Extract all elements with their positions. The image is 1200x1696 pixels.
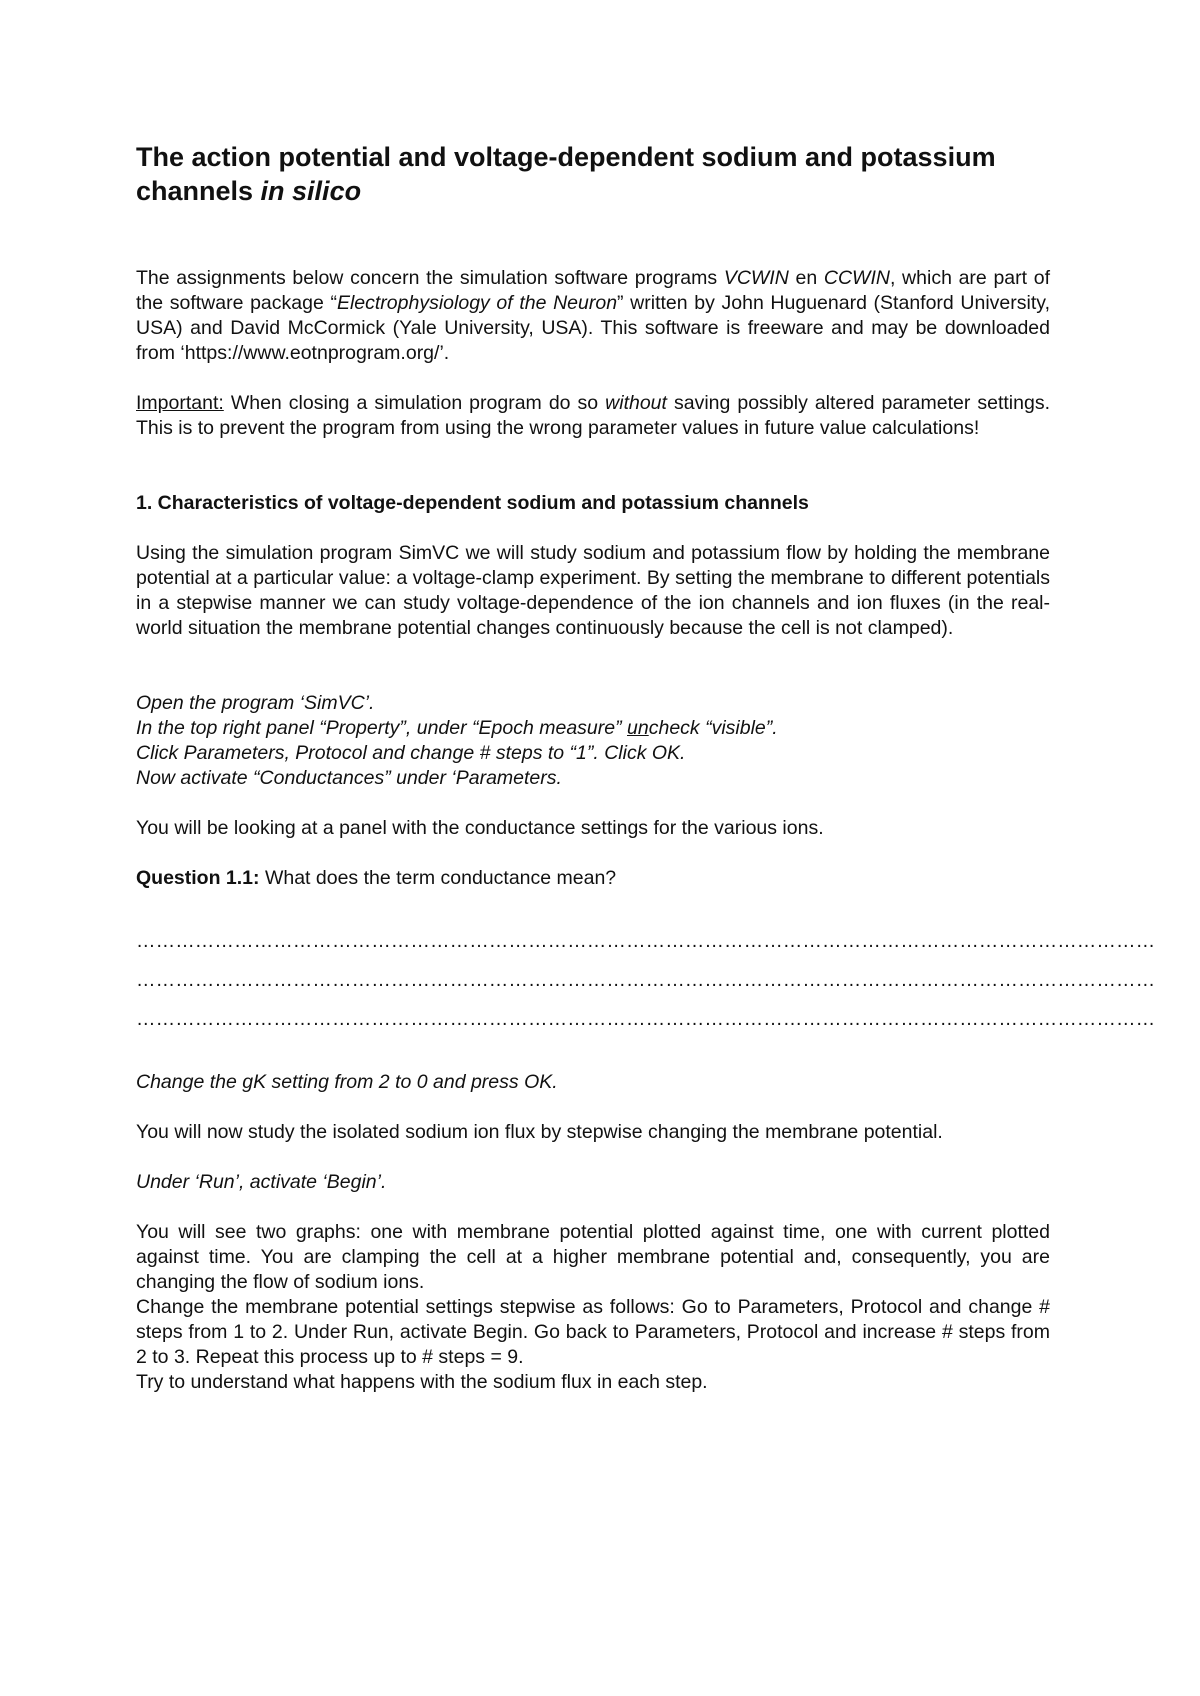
answer-line-3: ………………………………………………………………………………………………………………………………………… bbox=[136, 1008, 1156, 1030]
instruction-open-program: Open the program ‘SimVC’. bbox=[136, 692, 375, 714]
title-line-2-italic: in silico bbox=[260, 176, 362, 206]
intro-paragraph bbox=[136, 266, 1050, 366]
important-text-2: saving possibly altered parameter settings. This is to prevent the program from using the wrong parameter values in future value calculations! bbox=[136, 392, 1050, 439]
document-title bbox=[136, 140, 1050, 208]
section-1-heading: 1. Characteristics of voltage-dependent sodium and potassium channels bbox=[136, 492, 809, 514]
answer-line-1: ………………………………………………………………………………………………………………………………………… bbox=[136, 930, 1156, 952]
intro-text-2: , which are part of the software package “ bbox=[136, 267, 1051, 314]
instruction-parameters: Click Parameters, Protocol and change # steps to “1”. Click OK. bbox=[136, 742, 686, 764]
instruction-conductances: Now activate “Conductances” under ‘Parameters. bbox=[136, 767, 562, 789]
intro-en: en bbox=[788, 267, 824, 289]
document-page bbox=[136, 140, 1156, 1395]
instructions-block bbox=[136, 691, 1050, 791]
graphs-paragraph: You will see two graphs: one with membrane potential plotted against time, one with current plotted against time. You are clamping the cell at a higher membrane potential and, consequently, you are changing the flow of sodium ions. bbox=[136, 1221, 1050, 1293]
panel-text: You will be looking at a panel with the conductance settings for the various ions. bbox=[136, 817, 824, 839]
try-understand-text: Try to understand what happens with the sodium flux in each step. bbox=[136, 1371, 708, 1393]
important-without: without bbox=[605, 392, 667, 414]
intro-ccwin: CCWIN bbox=[823, 267, 890, 289]
title-line-2-prefix: channels bbox=[136, 176, 261, 206]
title-line-1: The action potential and voltage-dependent sodium and potassium bbox=[136, 142, 996, 172]
question-label: Question 1.1: bbox=[136, 867, 260, 889]
intro-package-name: Electrophysiology of the Neuron bbox=[336, 292, 618, 314]
stepwise-paragraph: Change the membrane potential settings stepwise as follows: Go to Parameters, Protocol and change # steps from 1 to 2. Under Run, activate Begin. Go back to Parameters, Protocol and increase # steps from 2 to 3. Repeat this process up to # steps = 9. bbox=[136, 1296, 1050, 1368]
important-text-1: When closing a simulation program do so bbox=[223, 392, 606, 414]
section-1-paragraph: Using the simulation program SimVC we will study sodium and potassium flow by holding the membrane potential at a particular value: a voltage-clamp experiment. By setting the membrane to different potentials in a stepwise manner we can study voltage-dependence of the ion channels and ion fluxes (in the real-world situation the membrane potential changes continuously because the cell is not clamped). bbox=[136, 542, 1050, 639]
isolated-flux-text: You will now study the isolated sodium ion flux by stepwise changing the membrane potential. bbox=[136, 1121, 943, 1143]
instruction-property-a: In the top right panel “Property”, under “Epoch measure” bbox=[136, 717, 628, 739]
under-run-instruction: Under ‘Run’, activate ‘Begin’. bbox=[136, 1171, 387, 1193]
important-paragraph bbox=[136, 391, 1050, 441]
intro-text-3: ” written by John Huguenard (Stanford University, USA) and David McCormick (Yale University, USA). This software is freeware and may be downloaded from ‘https://www.eotnprogram.org/’. bbox=[136, 292, 1050, 364]
instruction-property-un: un bbox=[627, 717, 649, 739]
intro-vcwin: VCWIN bbox=[723, 267, 789, 289]
instruction-property-b: check “visible”. bbox=[648, 717, 778, 739]
question-text: What does the term conductance mean? bbox=[259, 867, 617, 889]
change-gk-instruction: Change the gK setting from 2 to 0 and press OK. bbox=[136, 1071, 558, 1093]
important-label: Important: bbox=[136, 392, 224, 414]
answer-line-2: ………………………………………………………………………………………………………………………………………… bbox=[136, 969, 1156, 991]
intro-text-1: The assignments below concern the simulation software programs bbox=[136, 267, 724, 289]
question-1-1 bbox=[136, 866, 1050, 891]
